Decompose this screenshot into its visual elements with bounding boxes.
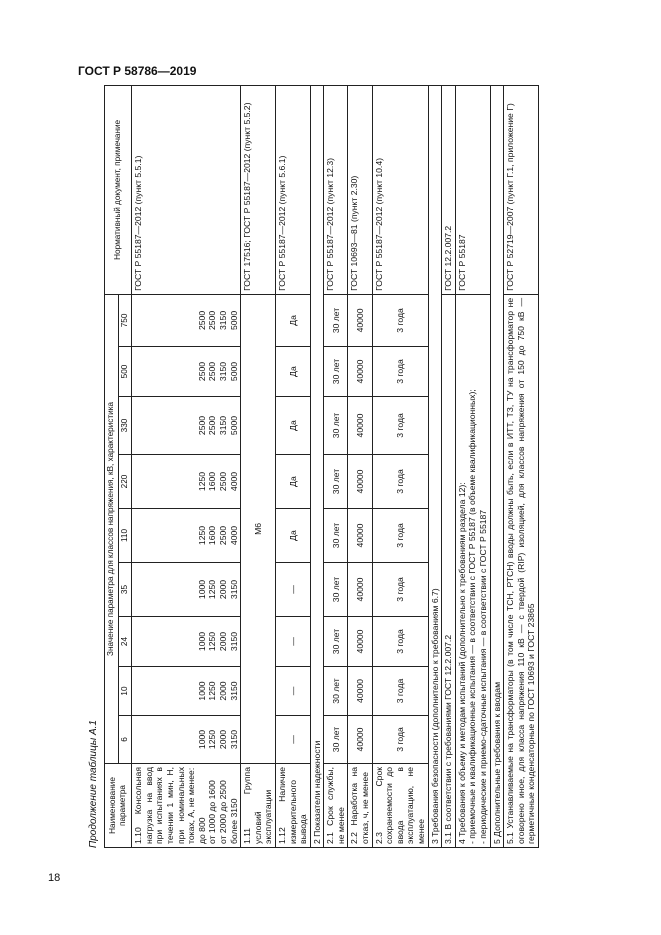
header-row-1 [105,85,119,847]
table-caption: Продолжение таблицы А.1 [88,720,99,848]
cell-value: 2500 [196,361,207,382]
value-cell [132,563,241,617]
cell-value: 2500 [207,415,218,436]
value-cell: Да [275,397,310,455]
parameters-table [104,85,539,848]
value-cell: 40000 [348,294,372,346]
row-name: 1.12 Наличие измерительного вывода [275,764,310,848]
value-cell: М6 [241,294,276,763]
value-cell: — [275,563,310,617]
row-name: 1.11 Группа условий эксплуатации [241,764,276,848]
value-cell: 3 года [372,509,428,563]
class-header: 35 [118,563,132,617]
col-ref-header: Нормативный документ, примечание [105,85,132,294]
cell-value: 1250 [196,471,207,492]
page-number: 18 [48,872,61,884]
value-cell [132,667,241,716]
value-cell: 3 года [372,347,428,397]
table-row [348,85,372,847]
value-cell: 40000 [348,667,372,716]
value-cell: 3 года [372,667,428,716]
ref-cell: ГОСТ Р 52719—2007 (пункт Г.1, приложение Г) [504,85,539,294]
cell-value: 2500 [217,525,228,546]
section-title: 5 Дополнительные требования к вводам [490,85,504,847]
value-cell: 40000 [348,716,372,764]
section-row [490,85,504,847]
value-cell: 3 года [372,617,428,667]
ref-cell: ГОСТ Р 55187—2012 (пункт 12.3) [324,85,348,294]
row-text-cell [455,294,490,847]
section-title: 3 Требования безопасности (дополнительно к требованиям 6.7) [428,85,442,847]
value-cell [132,455,241,509]
value-cell: 40000 [348,397,372,455]
value-cell: 3 года [372,397,428,455]
cell-value: 1250 [207,681,218,701]
sub-label: от 1000 до 1600 [207,780,218,844]
cell-value: 5000 [228,310,239,331]
row-name: 2.3 Срок сохраняемости до ввода в эксплуатацию, не менее [372,764,428,848]
row-name: 2.1 Срок службы, не менее [324,764,348,848]
cell-value: 1250 [207,729,218,750]
value-cell: Да [275,509,310,563]
class-header: 330 [118,397,132,455]
row-text: 5.1 Устанавливаемые на трансформаторы (в том числе ТСН, РТСН) вводы должны быть, если в ИТТ, ТЗ, ТУ на трансформатор не оговорено иное, для класса напряжения 110 кВ — с твердой (RIP) изоляцией, для классов напряжения от 150 до 750 кВ — герметичные конденсаторные по ГОСТ 10693 и ГОСТ 23865 [504,294,539,847]
values-group-header: Значение параметра для классов напряжения, кВ, характеристика [105,294,119,763]
ref-cell: ГОСТ 12.2.007.2 [442,85,456,294]
value-cell [132,509,241,563]
cell-value: 1000 [196,579,207,600]
cell-value: 2000 [217,681,228,701]
value-cell: — [275,667,310,716]
row-name-cell [132,764,241,848]
sub-label: более 3150 [228,798,239,844]
value-cell: 3 года [372,716,428,764]
value-cell [132,397,241,455]
document-header: ГОСТ Р 58786—2019 [78,64,197,78]
cell-value: 5000 [228,415,239,436]
class-header: 6 [118,716,132,764]
value-cell: 3 года [372,294,428,346]
value-cell: — [275,716,310,764]
cell-value: 1000 [196,681,207,701]
value-cell: 40000 [348,509,372,563]
value-cell: 40000 [348,563,372,617]
value-cell: 40000 [348,617,372,667]
cell-value: 5000 [228,361,239,382]
row-name: 2.2 Наработка на отказ, ч, не менее [348,764,372,848]
cell-value: 2500 [196,415,207,436]
value-cell: 30 лет [324,667,348,716]
value-cell: Да [275,455,310,509]
class-header: 10 [118,667,132,716]
cell-value: 2000 [217,631,228,652]
cell-value: 3150 [228,681,239,701]
sub-label: от 2000 до 2500 [217,780,228,844]
table-row [241,85,276,847]
value-cell: 30 лет [324,347,348,397]
row-line: 4 Требования к объему и методам испытаний (дополнительно к требованиям раздела 12): [456,482,467,844]
cell-value: 1250 [207,579,218,600]
cell-value: 3150 [217,361,228,382]
section-title: 2 Показатели надежности [310,85,324,847]
cell-value: 3150 [228,729,239,750]
table-row [372,85,428,847]
sub-label: до 800 [196,817,207,844]
ref-cell: ГОСТ 17516; ГОСТ Р 55187—2012 (пункт 5.5.2) [241,85,276,294]
value-cell: 40000 [348,455,372,509]
cell-value: 4000 [228,525,239,546]
table-row [132,85,241,847]
value-cell [132,716,241,764]
value-cell [132,294,241,346]
value-cell: — [275,617,310,667]
ref-cell: ГОСТ 10693—81 (пункт 2.30) [348,85,372,294]
value-cell: 30 лет [324,397,348,455]
cell-value: 2500 [196,310,207,331]
value-cell: 30 лет [324,455,348,509]
row-name: 1.10 Консольная нагрузка на ввод при испытаниях в течении 1 мин, Н, при номинальных токах, А, не менее: [133,767,197,844]
table-row [442,85,456,847]
section-row [310,85,324,847]
table-row [455,85,490,847]
class-header: 24 [118,617,132,667]
value-cell: 3 года [372,563,428,617]
class-header: 750 [118,294,132,346]
cell-value: 1000 [196,729,207,750]
value-cell: 30 лет [324,563,348,617]
value-cell: 30 лет [324,509,348,563]
ref-cell: ГОСТ Р 55187—2012 (пункт 5.6.1) [275,85,310,294]
rotated-table-area [88,86,588,848]
cell-value: 3150 [228,579,239,600]
cell-value: 1000 [196,631,207,652]
value-cell: 30 лет [324,294,348,346]
value-cell: 40000 [348,347,372,397]
cell-value: 3150 [217,310,228,331]
table-row [504,85,539,847]
section-row [428,85,442,847]
value-cell: 30 лет [324,716,348,764]
cell-value: 2000 [217,729,228,750]
row-line: - приемочные и квалификационные испытания — в соответствии с ГОСТ Р 55187 (в объеме квалификационных); [467,389,478,844]
cell-value: 3150 [228,631,239,652]
value-cell: Да [275,347,310,397]
cell-value: 4000 [228,471,239,492]
value-cell: 30 лет [324,617,348,667]
class-header: 220 [118,455,132,509]
cell-value: 3150 [217,415,228,436]
cell-value: 2500 [217,471,228,492]
cell-value: 1600 [207,471,218,492]
row-line: - периодические и приемо-сдаточные испытания — в соответствии с ГОСТ Р 55187 [478,509,488,844]
table-row [275,85,310,847]
class-header: 500 [118,347,132,397]
cell-value: 1250 [196,525,207,546]
col-name-header: Наименование параметра [105,764,132,848]
cell-value: 1600 [207,525,218,546]
value-cell [132,617,241,667]
ref-cell: ГОСТ Р 55187—2012 (пункт 10.4) [372,85,428,294]
cell-value: 2500 [207,361,218,382]
class-header: 110 [118,509,132,563]
table-row [324,85,348,847]
cell-value: 2000 [217,579,228,600]
ref-cell: ГОСТ Р 55187—2012 (пункт 5.5.1) [132,85,241,294]
ref-cell: ГОСТ Р 55187 [455,85,490,294]
value-cell: Да [275,294,310,346]
row-text: 3.1 В соответствии с требованиями ГОСТ 12.2.007.2 [442,294,456,847]
value-cell: 3 года [372,455,428,509]
cell-value: 1250 [207,631,218,652]
value-cell [132,347,241,397]
cell-value: 2500 [207,310,218,331]
